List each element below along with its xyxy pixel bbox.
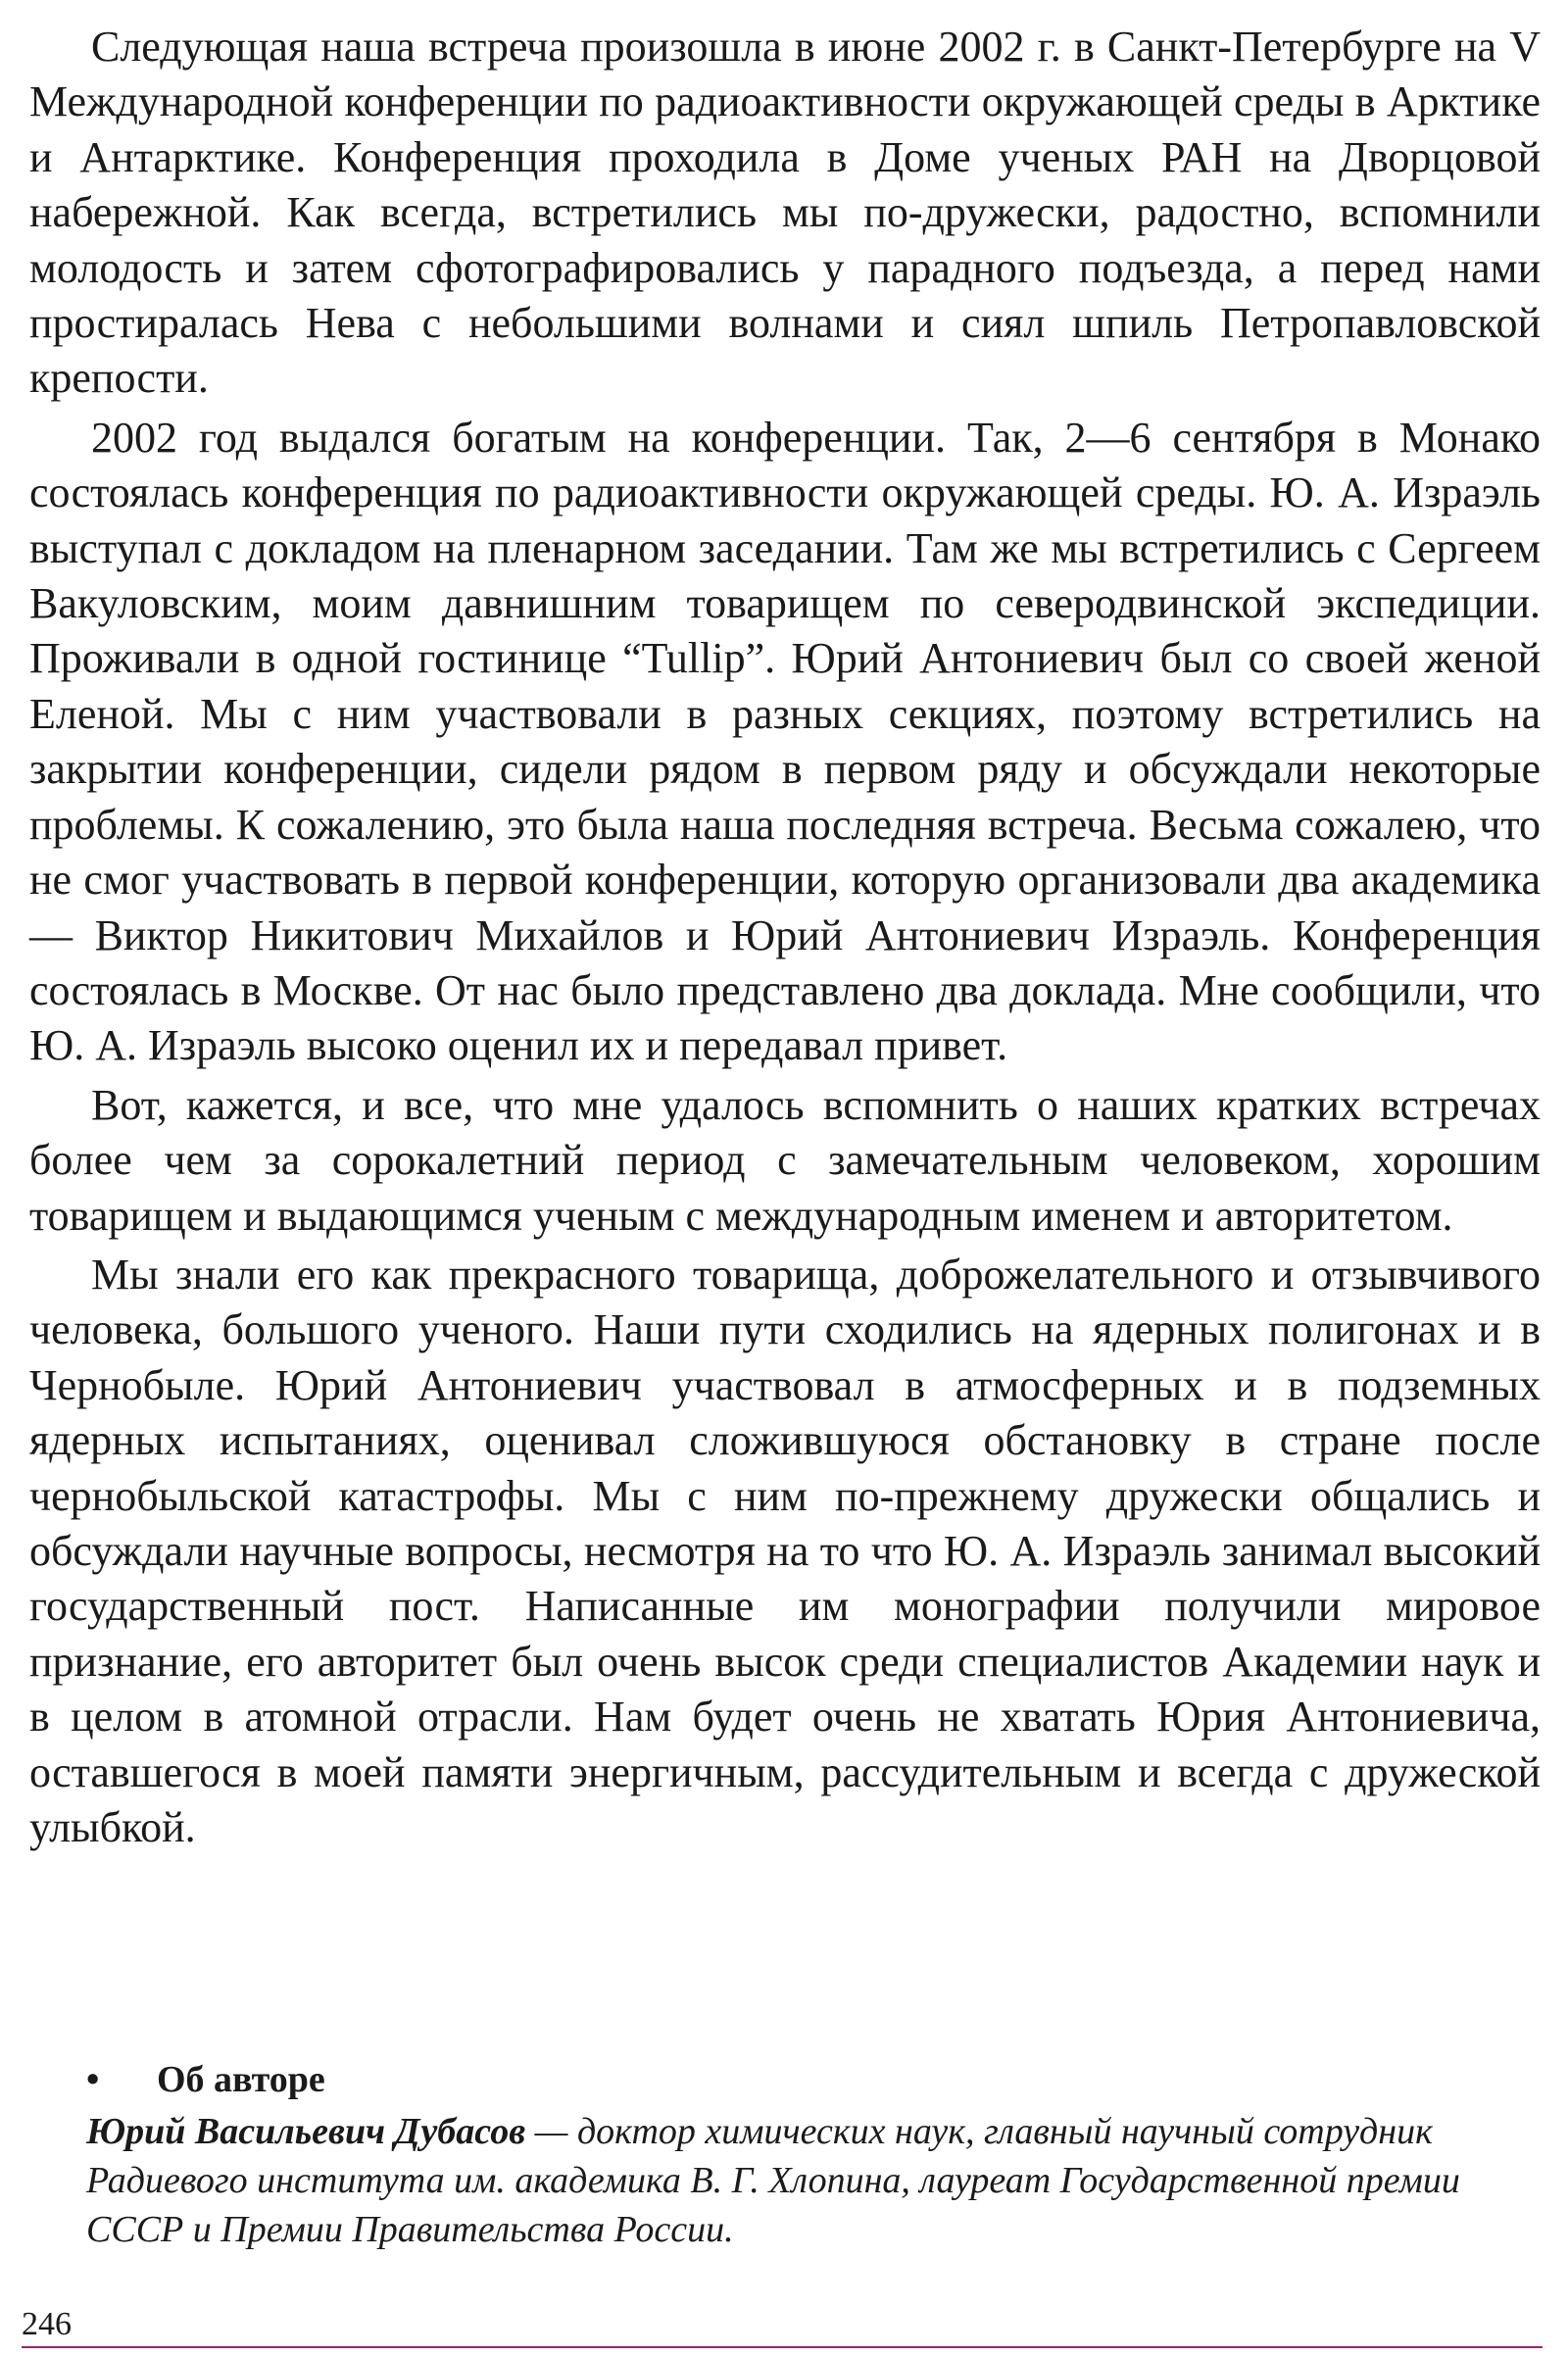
- paragraph-2: 2002 год выдался богатым на конференции. Так, 2—6 сентября в Монако состоялась конференция по радиоактивности окружающей среды. Ю. А. Израэль выступал с докладом на пленарном заседании. Там же мы встретились с Сергеем Вакуловским, моим давнишним товарищем по северодвинской экспедиции. Проживали в одной гостинице “Tullip”. Юрий Антониевич был со своей женой Еленой. Мы с ним участвовали в разных секциях, поэтому встретились на закрытии конференции, сидели рядом в первом ряду и обсуждали некоторые проблемы. К сожалению, это была наша последняя встреча. Весьма сожалею, что не смог участвовать в первой конференции, которую организовали два академика — Виктор Никитович Михайлов и Юрий Антониевич Израэль. Конференция состоялась в Москве. От нас было представлено два доклада. Мне сообщили, что Ю. А. Израэль высоко оценил их и передавал привет.: [29, 413, 1541, 1070]
- footer-rule: [22, 2346, 1543, 2348]
- about-author-heading: [86, 2056, 1497, 2103]
- main-text: [29, 20, 1541, 1855]
- paragraph-4: Мы знали его как прекрасного товарища, доброжелательного и отзывчивого человека, большого ученого. Наши пути сходились на ядерных полигонах и в Чернобыле. Юрий Антониевич участвовал в атмосферных и в подземных ядерных испытаниях, оценивал сложившуюся обстановку в стране после чернобыльской катастрофы. Мы с ним по-прежнему дружески общались и обсуждали научные вопросы, несмотря на то что Ю. А. Израэль занимал высокий государственный пост. Написанные им монографии получили мировое признание, его авторитет был очень высок среди специалистов Академии наук и в целом в атомной отрасли. Нам будет очень не хватать Юрия Антониевича, оставшегося в моей памяти энергичным, рассудительным и всегда с дружеской улыбкой.: [29, 1250, 1541, 1851]
- page-footer: [22, 2305, 1543, 2348]
- paragraph-3: Вот, кажется, и все, что мне удалось вспомнить о наших кратких встречах более чем за сорокалетний период с замечательным человеком, хорошим товарищем и выдающимся ученым с международным именем и авторитетом.: [29, 1080, 1541, 1240]
- author-description: — доктор химических наук, главный научный сотрудник Радиевого института им. академика В. Г. Хлопина, лауреат Государственной премии СССР и Премии Правительства России.: [86, 2111, 1460, 2250]
- about-heading-text: Об авторе: [157, 2059, 325, 2100]
- author-name: Юрий Васильевич Дубасов: [86, 2111, 526, 2152]
- bullet-icon: •: [86, 2059, 100, 2100]
- author-bio: [86, 2107, 1497, 2254]
- about-author-section: [86, 2056, 1497, 2254]
- paragraph-1: Следующая наша встреча произошла в июне 2002 г. в Санкт-Петербурге на V Международной конференции по радиоактивности окружающей среды в Арктике и Антарктике. Конференция проходила в Доме ученых РАН на Дворцовой набережной. Как всегда, встретились мы по-дружески, радостно, вспомнили молодость и затем сфотографировались у парадного подъезда, а перед нами простиралась Нева с небольшими волнами и сиял шпиль Петропавловской крепости.: [29, 23, 1541, 403]
- page-number: 246: [22, 2306, 72, 2342]
